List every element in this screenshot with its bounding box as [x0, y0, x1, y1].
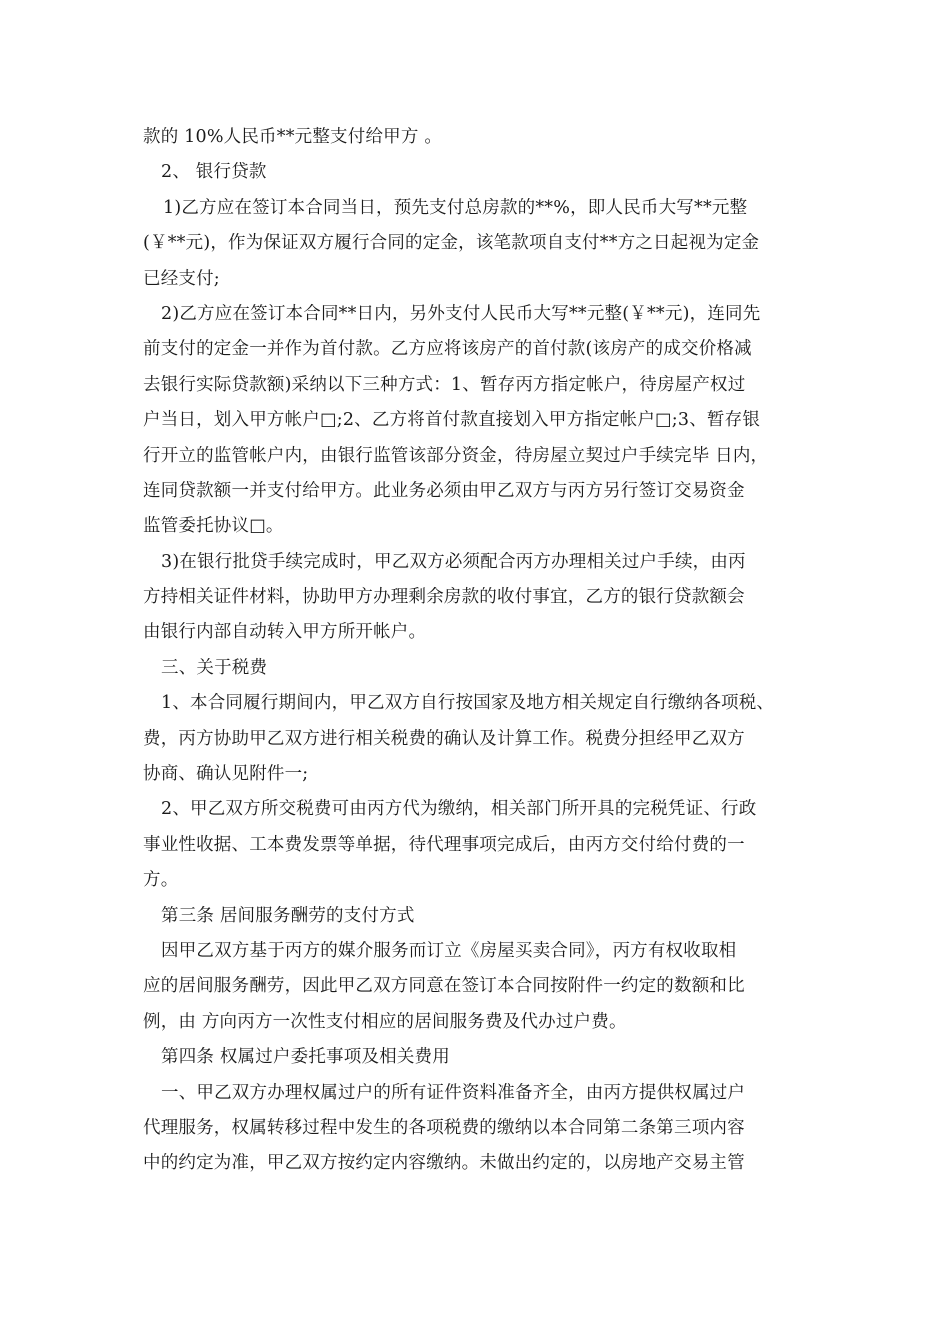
text-line: 中的约定为准，甲乙双方按约定内容缴纳。未做出约定的，以房地产交易主管 — [143, 1153, 745, 1174]
text-line: 应的居间服务酬劳，因此甲乙双方同意在签订本合同按附件一约定的数额和比 — [143, 976, 745, 997]
text-line: 事业性收据、工本费发票等单据，待代理事项完成后，由丙方交付给付费的一 — [143, 834, 745, 855]
document-page — [143, 120, 823, 1182]
text-line: 户当日，划入甲方帐户□;2、乙方将首付款直接划入甲方指定帐户□;3、暂存银 — [143, 410, 761, 431]
text-line: 方。 — [143, 870, 179, 891]
text-line: 已经支付; — [143, 268, 220, 289]
text-line: 1)乙方应在签订本合同当日，预先支付总房款的**%，即人民币大写**元整 — [163, 197, 748, 218]
text-line: 连同贷款额一并支付给甲方。此业务必须由甲乙双方与丙方另行签订交易资金 — [143, 480, 745, 501]
text-line: 因甲乙双方基于丙方的媒介服务而订立《房屋买卖合同》，丙方有权收取相 — [161, 940, 737, 961]
text-line: 第三条 居间服务酬劳的支付方式 — [161, 905, 415, 926]
text-line: 三、关于税费 — [161, 657, 268, 678]
text-line: 款的 10%人民币**元整支付给甲方 。 — [143, 127, 443, 147]
text-line: 协商、确认见附件一; — [143, 764, 309, 785]
text-line: 方持相关证件材料，协助甲方办理剩余房款的收付事宜，乙方的银行贷款额会 — [143, 587, 745, 608]
text-line: 2、甲乙双方所交税费可由丙方代为缴纳，相关部门所开具的完税凭证、行政 — [161, 799, 757, 820]
text-line: (￥**元)，作为保证双方履行合同的定金，该笔款项自支付**方之日起视为定金 — [143, 233, 760, 254]
text-line: 第四条 权属过户委托事项及相关费用 — [161, 1047, 450, 1068]
text-line: 由银行内部自动转入甲方所开帐户。 — [143, 622, 427, 643]
text-line: 2、 银行贷款 — [161, 162, 267, 183]
text-line: 例，由 方向丙方一次性支付相应的居间服务费及代办过户费。 — [143, 1011, 627, 1032]
text-line: 前支付的定金一并作为首付款。乙方应将该房产的首付款(该房产的成交价格减 — [143, 339, 752, 360]
text-line: 代理服务，权属转移过程中发生的各项税费的缴纳以本合同第二条第三项内容 — [143, 1117, 745, 1138]
text-line: 监管委托协议□。 — [143, 516, 284, 537]
text-line: 一、甲乙双方办理权属过户的所有证件资料准备齐全，由丙方提供权属过户 — [161, 1082, 746, 1103]
text-line: 2)乙方应在签订本合同**日内，另外支付人民币大写**元整(￥**元)，连同先 — [161, 303, 761, 324]
text-line: 3)在银行批贷手续完成时，甲乙双方必须配合丙方办理相关过户手续，由丙 — [161, 551, 746, 572]
text-line: 行开立的监管帐户内，由银行监管该部分资金，待房屋立契过户手续完毕 日内， — [143, 445, 769, 466]
text-line: 1、本合同履行期间内，甲乙双方自行按国家及地方相关规定自行缴纳各项税、 — [161, 693, 775, 714]
text-line: 去银行实际贷款额)采纳以下三种方式：1、暂存丙方指定帐户，待房屋产权过 — [143, 374, 746, 395]
text-line: 费，丙方协助甲乙双方进行相关税费的确认及计算工作。税费分担经甲乙双方 — [143, 728, 745, 749]
